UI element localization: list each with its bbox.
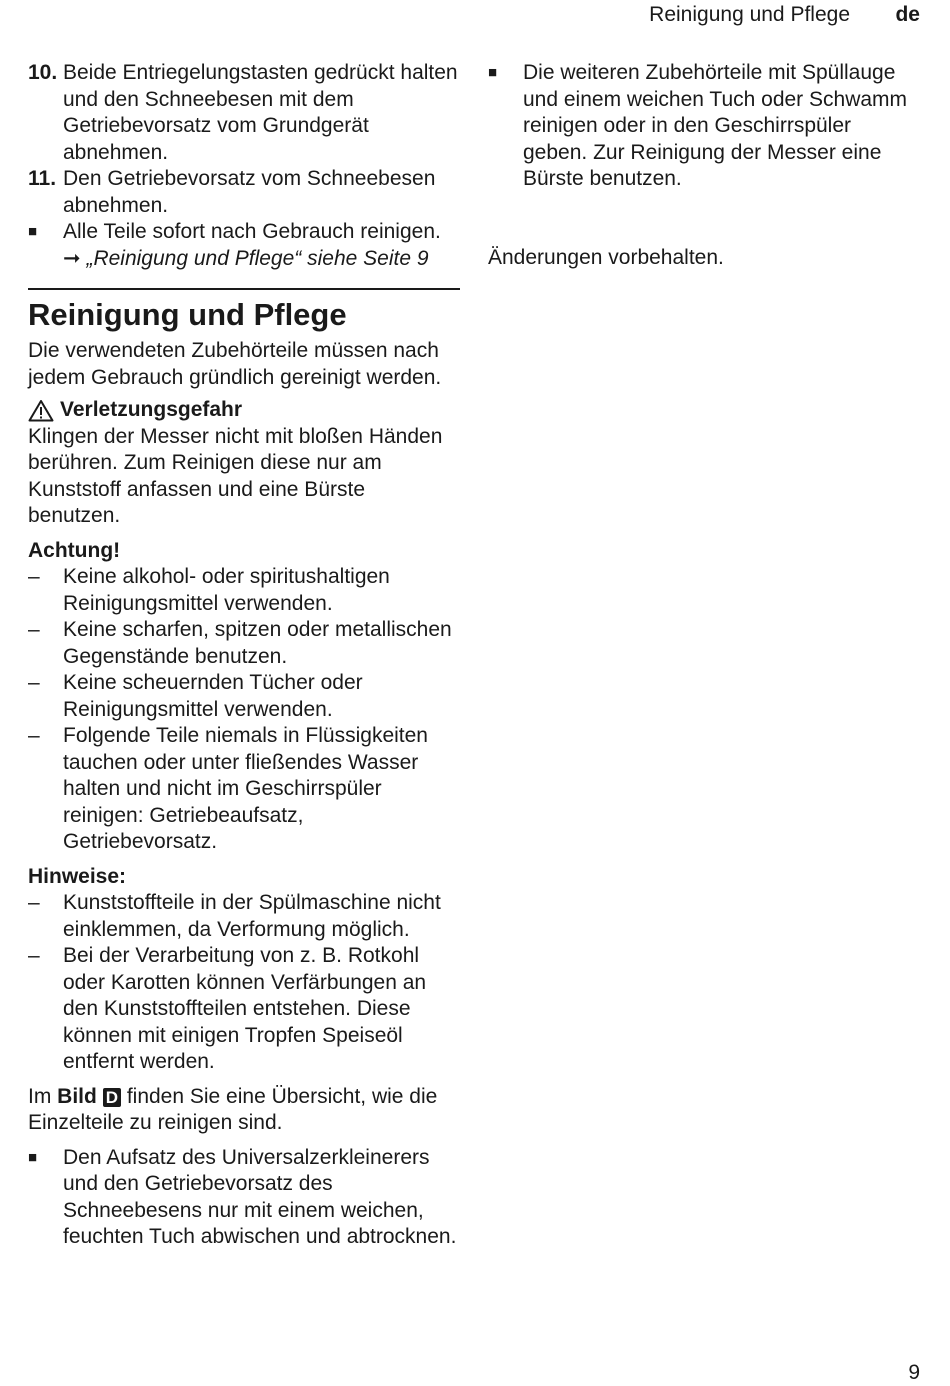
step-10 [28, 60, 463, 166]
bullet-other-parts [488, 60, 908, 193]
list-item-text: Keine scharfen, spitzen oder metallischen Gegenstände benutzen. [63, 618, 452, 668]
language-code: de [895, 3, 920, 26]
step-number: 10. [28, 61, 58, 84]
bild-pre: Im [28, 1084, 52, 1108]
bullet-clean-after-use [28, 219, 463, 272]
header-title: Reinigung und Pflege [649, 3, 850, 26]
section-divider [28, 288, 460, 290]
page-number: 9 [908, 1360, 920, 1384]
list-item [28, 564, 463, 617]
list-item-text: Keine scheuernden Tücher oder Reinigungsmittel verwenden. [63, 671, 363, 721]
step-11 [28, 166, 463, 219]
warning-heading [28, 397, 463, 424]
warning-title: Verletzungsgefahr [60, 398, 243, 421]
dash-bullet: – [28, 944, 40, 967]
list-item [28, 943, 463, 1076]
step-text: Beide Entriegelungstasten gedrückt halten und den Schneebesen mit dem Getriebevorsatz vom Grundgerät abnehmen. [63, 61, 458, 164]
left-column [28, 60, 463, 1251]
bullet-text: Den Aufsatz des Universalzerkleinerers und den Getriebevorsatz des Schneebesens nur mit einem weichen, feuchten Tuch abwischen und abtrocknen. [63, 1145, 457, 1248]
dash-bullet: – [28, 565, 40, 588]
list-item [28, 723, 463, 856]
figure-reference-paragraph [28, 1084, 463, 1137]
warning-text: Klingen der Messer nicht mit bloßen Händen berühren. Zum Reinigen diese nur am Kunststoff anfassen und eine Bürste benutzen. [28, 424, 443, 527]
square-bullet-icon: ■ [488, 64, 498, 81]
hinweise-heading: Hinweise: [28, 864, 127, 888]
page-header [0, 2, 950, 30]
achtung-heading: Achtung! [28, 538, 121, 562]
section-title: Reinigung und Pflege [28, 297, 347, 332]
list-item-text: Keine alkohol- oder spiritushaltigen Reinigungsmittel verwenden. [63, 565, 390, 615]
warning-triangle-icon [28, 399, 54, 422]
square-bullet-icon: ■ [28, 223, 38, 240]
bild-label: Bild [57, 1084, 97, 1108]
dash-bullet: – [28, 724, 40, 747]
bullet-wipe-parts [28, 1145, 463, 1251]
bullet-text: Alle Teile sofort nach Gebrauch reinigen. [63, 220, 441, 243]
list-item [28, 617, 463, 670]
dash-bullet: – [28, 891, 40, 914]
arrow-right-icon: ➞ [63, 246, 81, 270]
cross-reference-link[interactable]: „Reinigung und Pflege“ siehe Seite 9 [86, 246, 429, 270]
dash-bullet: – [28, 618, 40, 641]
list-item-text: Folgende Teile niemals in Flüssigkeiten tauchen oder unter fließendes Wasser halten und nicht im Geschirrspüler reinigen: Getriebeaufsatz, Getriebevorsatz. [63, 724, 428, 853]
list-item-text: Kunststoffteile in der Spülmaschine nicht einklemmen, da Verformung möglich. [63, 891, 441, 941]
figure-letter-badge: D [103, 1088, 121, 1107]
list-item [28, 670, 463, 723]
changes-reserved-note: Änderungen vorbehalten. [488, 245, 724, 269]
step-number: 11. [28, 167, 57, 190]
bild-post: finden Sie eine Übersicht, wie die Einzelteile zu reinigen sind. [28, 1084, 438, 1134]
list-item-text: Bei der Verarbeitung von z. B. Rotkohl oder Karotten können Verfärbungen an den Kunststoffteilen entstehen. Diese können mit einigen Tropfen Speiseöl entfernt werden. [63, 944, 427, 1073]
square-bullet-icon: ■ [28, 1148, 38, 1166]
bullet-text: Die weiteren Zubehörteile mit Spüllauge und einem weichen Tuch oder Schwamm reinigen oder in den Geschirrspüler geben. Zur Reinigung der Messer eine Bürste benutzen. [523, 61, 908, 190]
section-intro: Die verwendeten Zubehörteile müssen nach jedem Gebrauch gründlich gereinigt werden. [28, 339, 442, 389]
list-item [28, 890, 463, 943]
dash-bullet: – [28, 671, 40, 694]
step-text: Den Getriebevorsatz vom Schneebesen abnehmen. [63, 167, 436, 217]
right-column [488, 60, 908, 271]
